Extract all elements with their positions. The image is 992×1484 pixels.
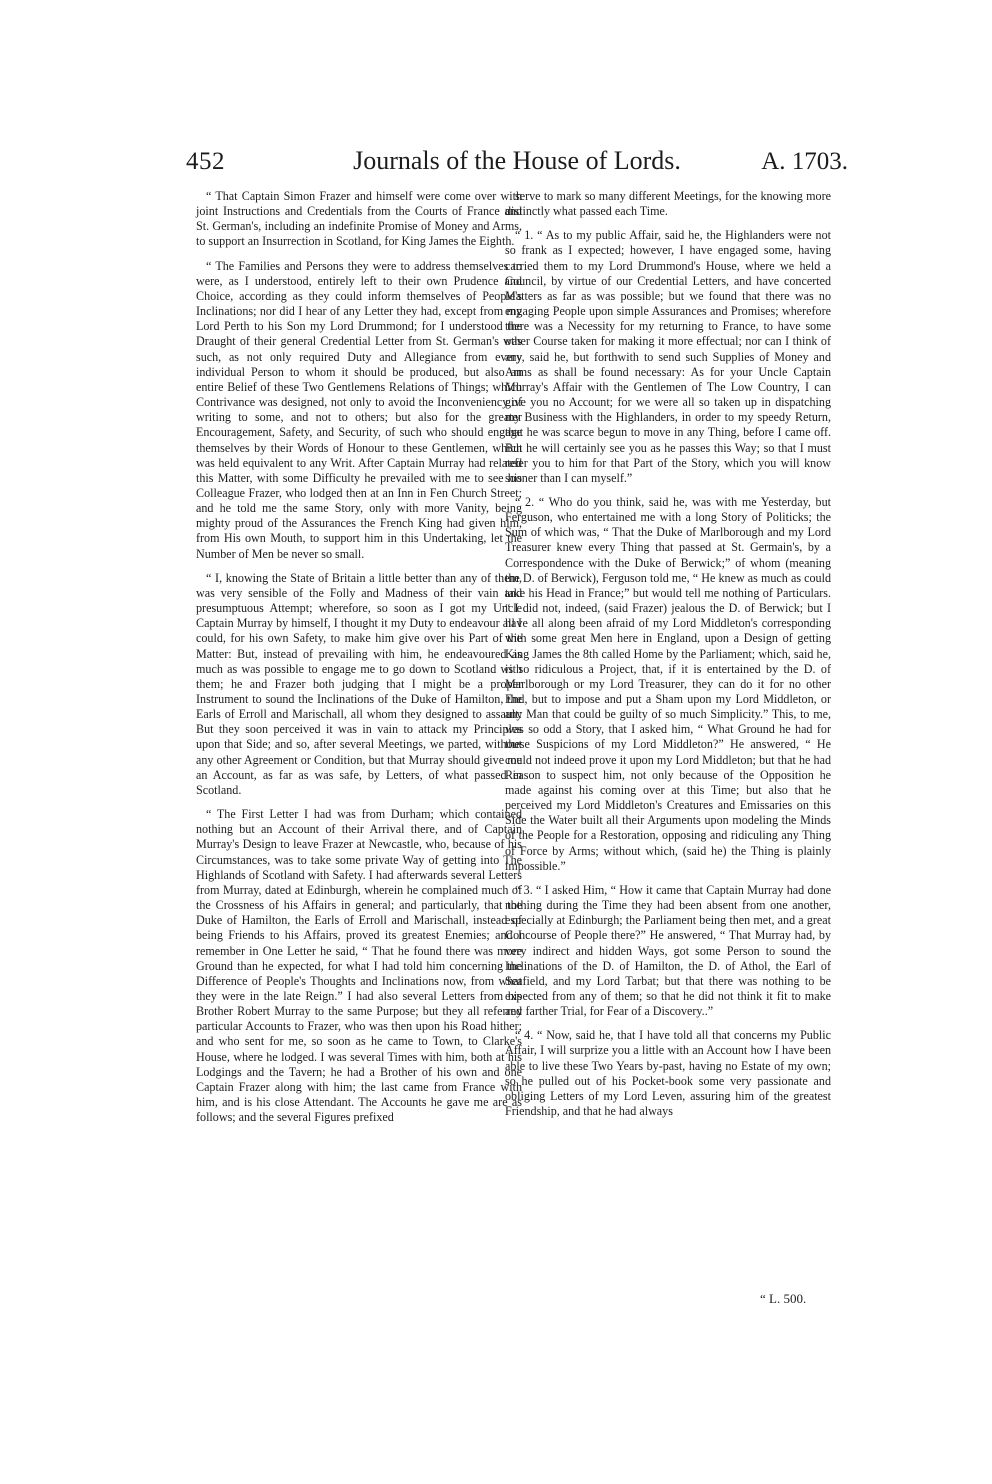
page-header	[186, 148, 848, 182]
paragraph: “ 4. “ Now, said he, that I have told all that concerns my Public Affair, I will surprize you a little with an Account how I have been able to live these Two Years by-past, having no Estate of my own; so he pulled out of his Pocket-book some very passionate and obliging Letters of my Lord Leven, assuring him of the greatest Friendship, and that he had always	[505, 1028, 831, 1119]
paragraph: “ The Families and Persons they were to address themselves to were, as I understood, entirely left to their own Prudence and Choice, according as they could inform themselves of People's Inclinations; nor did I hear of any Letter they had, except from my Lord Perth to his Son my Lord Drummond; for I understood the Draught of their general Credential Letter from St. German's was such, as not only required Duty and Allegiance from every individual Person to whom it should be produced, but also an entire Belief of these Two Gentlemens Relations of Things; which Contrivance was designed, not only to avoid the Inconveniency of writing to some, and not to others; but also for the greater Encouragement, Safety, and Security, of such who should engage themselves by their Words of Honour to these Gentlemen, which was held equivalent to any Writ. After Captain Murray had related this Matter, with some Difficulty he prevailed with me to see his Colleague Frazer, who lodged then at an Inn in Fen Church Street; and he told me the same Story, only with more Vanity, being mighty proud of the Assurances the French King had given him, from His own Mouth, to support him in this Undertaking, let the Number of Men be never so small.	[196, 258, 522, 561]
left-column	[196, 189, 522, 1134]
journal-title: Journals of the House of Lords.	[353, 146, 681, 175]
right-column	[505, 189, 831, 1128]
catchword: “ L. 500.	[760, 1291, 807, 1306]
paragraph: “ 3. “ I asked Him, “ How it came that Captain Murray had done nothing during the Time they had been absent from one another, especially at Edinburgh; the Parliament being then met, and a great Concourse of People there?” He answered, “ That Murray had, by very indirect and hidden Ways, got some Person to sound the Inclinations of the D. of Hamilton, the D. of Athol, the Earl of Seafield, and my Lord Tarbat; but that there was nothing to be expected from any of them; so that he did not think it fit to make any farther Trial, for Fear of a Discovery..”	[505, 882, 831, 1019]
paragraph: “ 2. “ Who do you think, said he, was with me Yesterday, but Ferguson, who entertained me with a long Story of Politicks; the Sum of which was, “ That the Duke of Marlborough and my Lord Treasurer knew every Thing that passed at St. Germain's, by a Correspondence with the Duke of Berwick;” of whom (meaning the D. of Berwick), Ferguson told me, “ He knew as much as could take his Head in France;” but would tell me nothing of Particulars. “ I did not, indeed, (said Frazer) jealous the D. of Berwick; but I have all along been afraid of my Lord Middleton's corresponding with some great Men here in England, upon a Design of getting King James the 8th called Home by the Parliament; which, said he, is so ridiculous a Project, that, if it is entertained by the D. of Marlborough or my Lord Treasurer, they can do it for no other End, but to impose and put a Sham upon my Lord Middleton, or any Man that could be guilty of so much Simplicity.” This, to me, was so odd a Story, that I asked him, “ What Ground he had for these Suspicions of my Lord Middleton?” He answered, “ He could not indeed prove it upon my Lord Middleton; but that he had Reason to suspect him, not only because of the Opposition he made against his coming over at this Time; but also that he perceived my Lord Middleton's Creatures and Emissaries on this Side the Water built all their Arguments upon modeling the Minds of the People for a Restoration, opposing and ridiculing any Thing of Force by Arms; without which, (said he) the Thing is plainly impossible.”	[505, 494, 831, 873]
paragraph: “ The First Letter I had was from Durham; which contained nothing but an Account of their Arrival there, and of Captain Murray's Design to leave Frazer at Newcastle, who, because of his Circumstances, was to take some private Way of getting into The Highlands of Scotland with Safety. I had afterwards several Letters from Murray, dated at Edinburgh, wherein he complained much of the Crossness of his Affairs in general; and particularly, that the Duke of Hamilton, the Earls of Erroll and Marischall, instead of being Friends to his Affairs, proved its greatest Enemies; and I remember in One Letter he said, “ That he found there was more Ground than he expected, for what I had told him concerning the Difference of People's Thoughts and Inclinations now, from what they were in the late Reign.” I had also several Letters from his Brother Robert Murray to the same Purpose; but they all referred particular Accounts to Frazer, who was then upon his Road hither; and who sent for me, so soon as he came to Town, to Clarke's House, where he lodged. I was several Times with him, both at his Lodgings and the Tavern; he had a Brother of his own and one Captain Frazer along with him; the last came from France with him, and is his close Attendant. The Accounts he gave me are as follows; and the several Figures prefixed	[196, 807, 522, 1125]
paragraph: “ That Captain Simon Frazer and himself were come over with joint Instructions and Credentials from the Courts of France and St. German's, including an indefinite Promise of Money and Arms, to support an Insurrection in Scotland, for King James the Eighth.	[196, 189, 522, 249]
paragraph: “ I, knowing the State of Britain a little better than any of them, was very sensible of the Folly and Madness of their vain and presumptuous Attempt; wherefore, so soon as I got my Uncle Captain Murray by himself, I thought it my Duty to endeavour all I could, for his own Safety, to make him give over his Part of the Matter: But, instead of prevailing with him, he endeavoured as much as was possible to engage me to go down to Scotland with them; he and Frazer both judging that I might be a proper Instrument to sound the Inclinations of the Duke of Hamilton, the Earls of Erroll and Marischall, all whom they designed to assault: But they soon perceived it was in vain to attack my Principles upon that Side; and so, after several Meetings, we parted, without any other Agreement or Condition, but that Murray should give me an Account, as far as was safe, by Letters, of what passed in Scotland.	[196, 570, 522, 797]
page-number: 452	[186, 148, 225, 175]
paragraph: “ 1. “ As to my public Affair, said he, the Highlanders were not so frank as I expected; however, I have engaged some, having carried them to my Lord Drummond's House, where we held a Council, by virtue of our Credential Letters, and have concerted Matters as far as was possible; but we found that there was no engaging People upon simple Assurances and Promises; wherefore there was a Necessity for my returning to France, to have some other Course taken for making it more effectual; nor can I think of any, said he, but forthwith to send such Supplies of Money and Arms as shall be found necessary: As for your Uncle Captain Murray's Affair with the Gentlemen of The Low Country, I can give you no Account; for we were all so taken up in dispatching my Business with the Highlanders, in order to my speedy Return, that he was scarce begun to move in any Thing, before I came off. But he will certainly see you as he passes this Way; so that I must refer you to him for that Part of the Story, which you will know sooner than I can myself.”	[505, 228, 831, 485]
year-heading: A. 1703.	[761, 148, 848, 175]
paragraph: serve to mark so many different Meetings, for the knowing more distinctly what passed each Time.	[505, 189, 831, 219]
